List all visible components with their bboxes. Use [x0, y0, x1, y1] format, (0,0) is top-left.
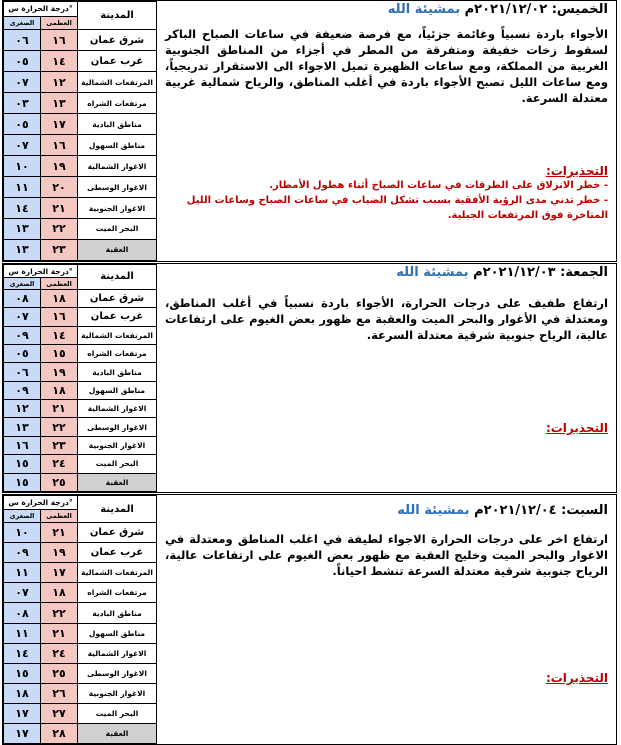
inshallah-text: بمشيئة الله [397, 503, 470, 518]
min-temp-cell: ٠٧ [4, 135, 41, 156]
table-row [4, 363, 157, 381]
city-cell: شرق عمان [78, 289, 157, 307]
min-temp-cell: ١٤ [4, 643, 41, 663]
min-temp-cell: ١٣ [4, 239, 41, 260]
max-temp-cell: ٢١ [41, 400, 78, 418]
min-temp-cell: ١٣ [4, 219, 41, 240]
min-temp-cell: ٠٦ [4, 30, 41, 51]
table-row [4, 289, 157, 307]
table-row [4, 663, 157, 683]
max-temp-cell: ١٣ [41, 93, 78, 114]
day-header [165, 503, 608, 519]
max-temp-cell: ٢١ [41, 623, 78, 643]
table-header-row [4, 2, 157, 17]
max-temp-cell: ٢٣ [41, 239, 78, 260]
max-temp-cell: ١٦ [41, 135, 78, 156]
table-row [4, 436, 157, 454]
table-row [4, 326, 157, 344]
min-temp-cell: ١١ [4, 177, 41, 198]
city-cell: مناطق السهول [78, 623, 157, 643]
forecast-panel [156, 495, 616, 744]
city-cell: غرب عمان [78, 308, 157, 326]
max-temp-cell: ٢٥ [41, 473, 78, 492]
max-temp-cell: ١٤ [41, 51, 78, 72]
min-temp-cell: ٠٣ [4, 93, 41, 114]
temperature-table [3, 264, 157, 492]
city-cell: غرب عمان [78, 543, 157, 563]
day-label: الجمعة: [560, 265, 608, 280]
table-row [4, 72, 157, 93]
max-temp-cell: ١٩ [41, 363, 78, 381]
min-temp-cell: ٠٨ [4, 603, 41, 623]
day-header [165, 2, 608, 18]
max-temp-cell: ٢٢ [41, 603, 78, 623]
table-row [4, 381, 157, 399]
table-row [4, 198, 157, 219]
max-temp-cell: ١٧ [41, 563, 78, 583]
table-row [4, 523, 157, 543]
min-temp-cell: ٠٨ [4, 289, 41, 307]
min-temp-cell: ١٧ [4, 723, 41, 743]
table-row [4, 455, 157, 473]
warnings-title: التحذيرات: [545, 421, 608, 435]
table-row [4, 603, 157, 623]
city-cell: مناطق البادية [78, 114, 157, 135]
city-cell: الاغوار الوسطى [78, 663, 157, 683]
city-cell: شرق عمان [78, 523, 157, 543]
max-temp-cell: ٢٣ [41, 436, 78, 454]
city-cell: مرتفعات الشراه [78, 583, 157, 603]
day-label: الخميس: [551, 2, 608, 17]
table-row [4, 473, 157, 492]
max-temp-cell: ٢١ [41, 523, 78, 543]
table-row [4, 156, 157, 177]
max-temp-cell: ٢٢ [41, 418, 78, 436]
max-header: العظمى [41, 16, 78, 29]
city-header: المدينة [78, 265, 157, 290]
day-label: السبت: [561, 503, 608, 518]
city-header: المدينة [78, 2, 157, 30]
table-row [4, 51, 157, 72]
table-row [4, 135, 157, 156]
table-row [4, 623, 157, 643]
warnings-title: التحذيرات: [545, 671, 608, 685]
max-temp-cell: ١٨ [41, 381, 78, 399]
max-header: العظمى [41, 510, 78, 523]
min-header: الصغرى [4, 510, 41, 523]
min-temp-cell: ١٤ [4, 198, 41, 219]
warning-item: - خطر تدني مدى الرؤية الأفقية بسبب تشكل الضباب في ساعات الصباح وساعات الليل المتاخرة فوق المرتفعات الجبلية. [186, 195, 608, 221]
table-row [4, 219, 157, 240]
city-cell: البحر الميت [78, 219, 157, 240]
max-temp-cell: ١٦ [41, 30, 78, 51]
max-temp-cell: ١٢ [41, 72, 78, 93]
max-temp-cell: ١٩ [41, 543, 78, 563]
min-temp-cell: ١٧ [4, 703, 41, 723]
max-temp-cell: ٢٧ [41, 703, 78, 723]
min-temp-cell: ١٦ [4, 436, 41, 454]
city-cell: الاغوار الشمالية [78, 400, 157, 418]
min-temp-cell: ١٠ [4, 523, 41, 543]
city-cell: الاغوار الشمالية [78, 643, 157, 663]
city-cell: البحر الميت [78, 703, 157, 723]
forecast-text: الأجواء باردة نسبياً وغائمة جزئياً، مع فرصة ضعيفة في ساعات الصباح الباكر لسقوط زخات خفيفة ومتفرقة من المطر في أجزاء من المناطق الجنوبية الغربية من المملكة، ومع ساعات الظهيرة تميل الاجواء الى الاستقرار تدريجياً، ومع ساعات الليل تصبح الأجواء باردة في أغلب المناطق، والرياح شمالية غربية معتدلة السرعة. [165, 27, 608, 105]
warnings-title: التحذيرات: [545, 164, 608, 178]
min-temp-cell: ٠٧ [4, 72, 41, 93]
city-cell: مناطق السهول [78, 381, 157, 399]
temperature-table [3, 495, 157, 744]
city-cell: المرتفعات الشمالية [78, 563, 157, 583]
city-cell: مناطق البادية [78, 603, 157, 623]
city-cell: الاغوار الجنوبية [78, 198, 157, 219]
city-cell: مرتفعات الشراه [78, 93, 157, 114]
city-cell: غرب عمان [78, 51, 157, 72]
city-cell: الاغوار الوسطى [78, 177, 157, 198]
max-temp-cell: ١٩ [41, 156, 78, 177]
city-cell: مرتفعات الشراه [78, 344, 157, 362]
table-row [4, 683, 157, 703]
max-temp-cell: ٢٦ [41, 683, 78, 703]
min-temp-cell: ١٥ [4, 663, 41, 683]
city-header: المدينة [78, 496, 157, 523]
min-temp-cell: ٠٥ [4, 51, 41, 72]
table-row [4, 93, 157, 114]
day-block-saturday [2, 494, 617, 745]
max-temp-cell: ٢٨ [41, 723, 78, 743]
city-cell: الاغوار الجنوبية [78, 436, 157, 454]
min-temp-cell: ١٥ [4, 455, 41, 473]
min-header: الصغرى [4, 278, 41, 290]
city-cell: مناطق السهول [78, 135, 157, 156]
max-temp-cell: ٢٤ [41, 643, 78, 663]
day-date: ٢٠٢١/١٢/٠٣م [473, 265, 556, 280]
min-temp-cell: ٠٥ [4, 344, 41, 362]
table-row [4, 723, 157, 743]
city-cell: المرتفعات الشمالية [78, 72, 157, 93]
temp-header: درجة الحرارة س° [4, 496, 78, 510]
city-cell: العقبة [78, 239, 157, 260]
day-date: ٢٠٢١/١٢/٠٤م [474, 503, 557, 518]
max-temp-cell: ١٨ [41, 289, 78, 307]
table-row [4, 344, 157, 362]
city-cell: العقبة [78, 473, 157, 492]
min-temp-cell: ٠٩ [4, 381, 41, 399]
max-header: العظمى [41, 278, 78, 290]
city-cell: العقبة [78, 723, 157, 743]
day-date: ٢٠٢١/١٢/٠٢م [464, 2, 548, 17]
city-cell: البحر الميت [78, 455, 157, 473]
forecast-panel [156, 264, 616, 492]
table-row [4, 418, 157, 436]
max-temp-cell: ٢٢ [41, 219, 78, 240]
table-header-row [4, 265, 157, 278]
max-temp-cell: ٢١ [41, 198, 78, 219]
max-temp-cell: ٢٤ [41, 455, 78, 473]
table-row [4, 543, 157, 563]
table-row [4, 308, 157, 326]
max-temp-cell: ١٤ [41, 326, 78, 344]
max-temp-cell: ١٦ [41, 308, 78, 326]
temp-header: درجة الحرارة س° [4, 265, 78, 278]
min-temp-cell: ٠٧ [4, 583, 41, 603]
inshallah-text: بمشيئة الله [396, 265, 469, 280]
min-temp-cell: ٠٩ [4, 326, 41, 344]
max-temp-cell: ١٧ [41, 114, 78, 135]
table-row [4, 703, 157, 723]
city-cell: مناطق البادية [78, 363, 157, 381]
table-row [4, 563, 157, 583]
min-temp-cell: ١٠ [4, 156, 41, 177]
temperature-table [3, 1, 157, 261]
max-temp-cell: ٢٥ [41, 663, 78, 683]
min-temp-cell: ١١ [4, 623, 41, 643]
city-cell: الاغوار الشمالية [78, 156, 157, 177]
forecast-panel [156, 1, 616, 261]
min-temp-cell: ١٨ [4, 683, 41, 703]
table-body [4, 265, 157, 492]
min-temp-cell: ٠٦ [4, 363, 41, 381]
table-row [4, 400, 157, 418]
min-temp-cell: ١٣ [4, 418, 41, 436]
min-temp-cell: ١٥ [4, 473, 41, 492]
day-header [165, 265, 608, 281]
min-temp-cell: ٠٥ [4, 114, 41, 135]
table-row [4, 239, 157, 260]
min-temp-cell: ١٢ [4, 400, 41, 418]
temp-header: درجة الحرارة س° [4, 2, 78, 17]
min-header: الصغرى [4, 16, 41, 29]
min-temp-cell: ٠٧ [4, 308, 41, 326]
min-temp-cell: ٠٩ [4, 543, 41, 563]
max-temp-cell: ١٨ [41, 583, 78, 603]
table-row [4, 177, 157, 198]
max-temp-cell: ٢٠ [41, 177, 78, 198]
table-row [4, 643, 157, 663]
day-block-friday [2, 263, 617, 493]
table-row [4, 583, 157, 603]
inshallah-text: بمشيئة الله [387, 2, 461, 17]
city-cell: الاغوار الوسطى [78, 418, 157, 436]
max-temp-cell: ١٥ [41, 344, 78, 362]
city-cell: شرق عمان [78, 30, 157, 51]
forecast-text: ارتفاع طفيف على درجات الحرارة، الأجواء باردة نسبياً في أغلب المناطق، ومعتدلة في الأغوار والبحر الميت والعقبة مع ظهور بعض الغيوم على ارتفاعات عالية، الرياح جنوبية شرقية معتدلة السرعة. [165, 296, 608, 342]
day-block-thursday [2, 0, 617, 262]
city-cell: المرتفعات الشمالية [78, 326, 157, 344]
table-row [4, 114, 157, 135]
forecast-text: ارتفاع اخر على درجات الحرارة الاجواء لطيفة في اغلب المناطق ومعتدلة في الاغوار والبحر الميت وخليج العقبة مع ظهور بعض الغيوم على ارتفاعات عالية، الرياح جنوبية شرقية معتدلة السرعة تنشط احياناً. [165, 532, 608, 578]
warning-item: - خطر الانزلاق على الطرقات في ساعات الصباح أثناء هطول الأمطار. [269, 180, 608, 191]
min-temp-cell: ١١ [4, 563, 41, 583]
table-body [4, 2, 157, 261]
table-header-row [4, 496, 157, 510]
city-cell: الاغوار الجنوبية [78, 683, 157, 703]
table-row [4, 30, 157, 51]
table-body [4, 496, 157, 744]
